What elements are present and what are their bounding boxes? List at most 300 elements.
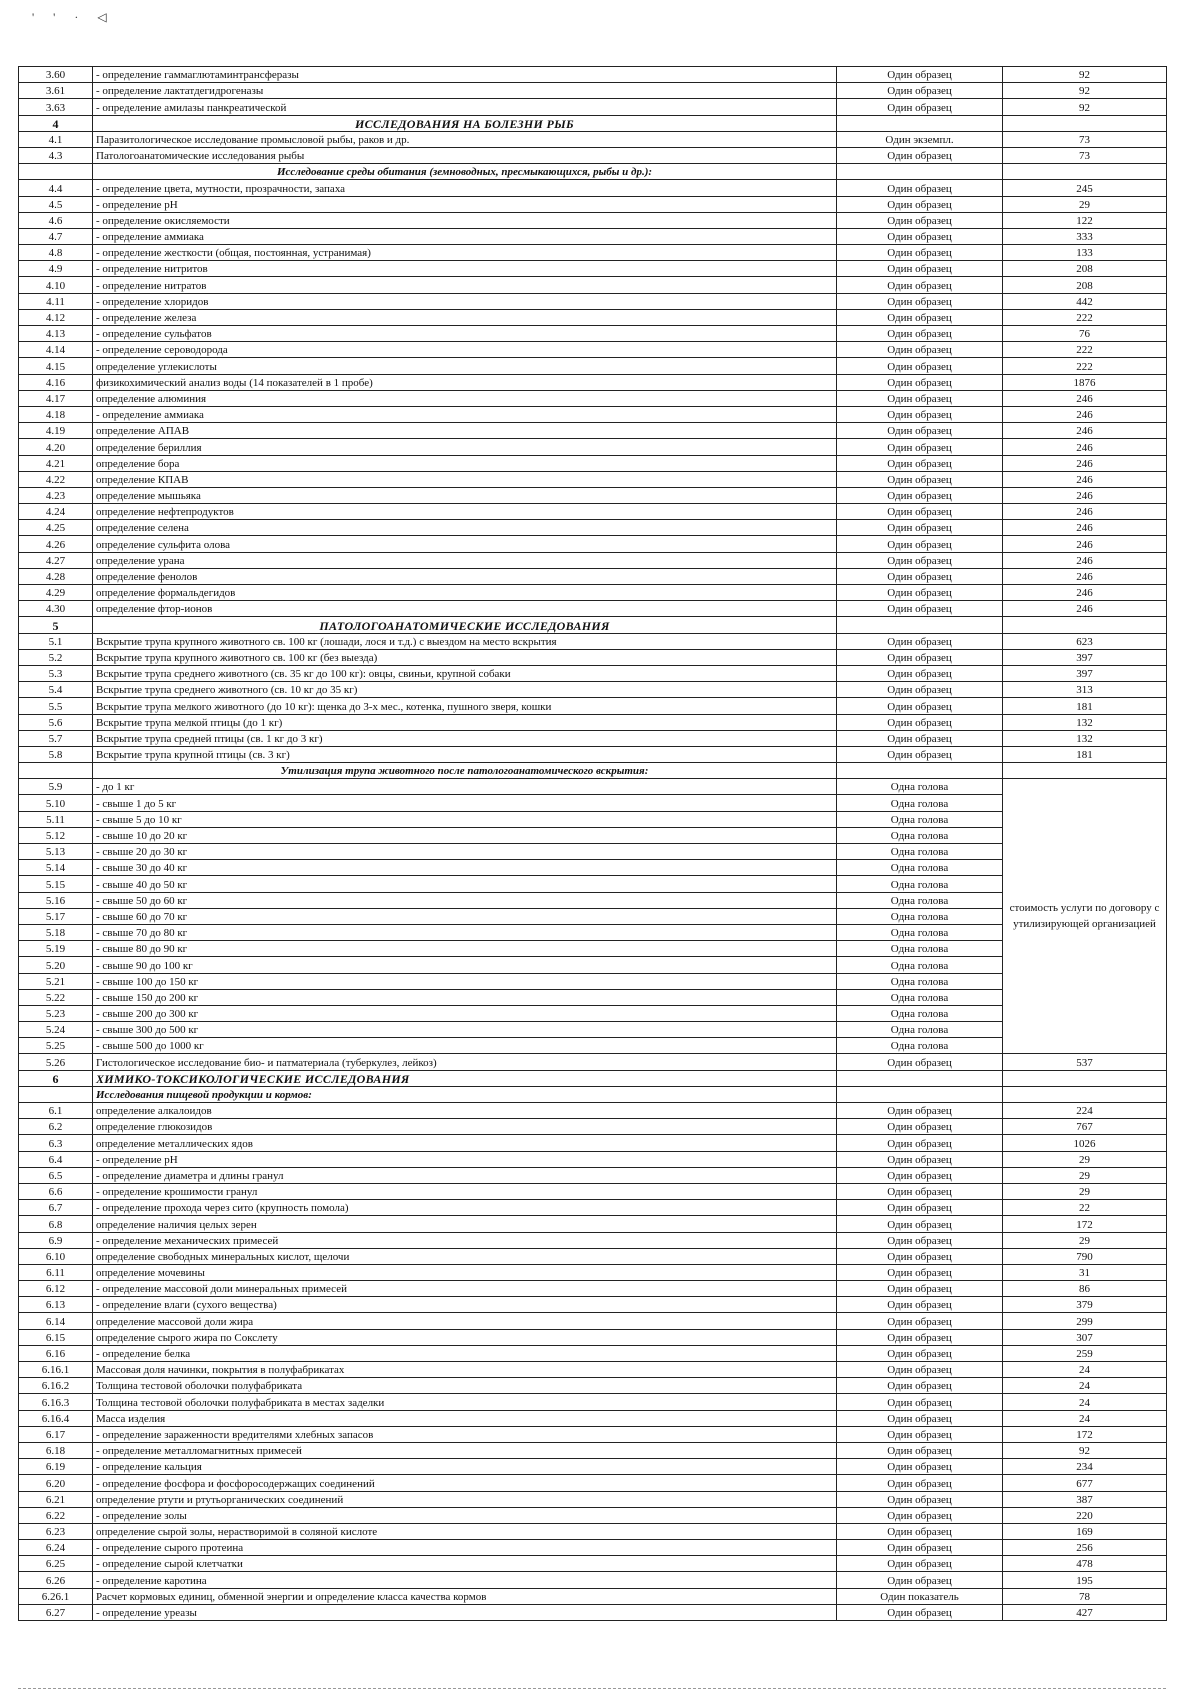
item-unit: Один образец (837, 1297, 1003, 1313)
item-name: Гистологическое исследование био- и патматериала (туберкулез, лейкоз) (93, 1054, 837, 1070)
item-number: 6.16 (19, 1345, 93, 1361)
item-unit: Один образец (837, 261, 1003, 277)
item-name: - определение аммиака (93, 228, 837, 244)
item-number: 5.24 (19, 1022, 93, 1038)
price-list-sheet (18, 66, 1166, 1621)
item-price: 246 (1003, 406, 1167, 422)
item-name: - определение нитритов (93, 261, 837, 277)
table-row (19, 1005, 1167, 1021)
item-number: 5.21 (19, 973, 93, 989)
item-price: 259 (1003, 1345, 1167, 1361)
item-number: 5.12 (19, 827, 93, 843)
item-name: - определение pH (93, 196, 837, 212)
item-unit: Один образец (837, 1119, 1003, 1135)
item-number: 4.30 (19, 601, 93, 617)
table-row (19, 390, 1167, 406)
item-price: 246 (1003, 552, 1167, 568)
item-name: - свыше 150 до 200 кг (93, 989, 837, 1005)
item-number: 6.11 (19, 1264, 93, 1280)
item-price: 246 (1003, 471, 1167, 487)
item-unit: Один образец (837, 1183, 1003, 1199)
item-number: 4.24 (19, 504, 93, 520)
subheading-text: Утилизация трупа животного после патологоанатомического вскрытия: (93, 763, 837, 779)
item-unit: Один образец (837, 633, 1003, 649)
item-number: 6.27 (19, 1604, 93, 1620)
item-name: Вскрытие трупа крупного животного св. 100 кг (лошади, лося и т.д.) с выездом на место вскрытия (93, 633, 837, 649)
item-name: Толщина тестовой оболочки полуфабриката (93, 1378, 837, 1394)
item-name: определение наличия целых зерен (93, 1216, 837, 1232)
item-unit: Один образец (837, 1281, 1003, 1297)
item-name: определение АПАВ (93, 423, 837, 439)
table-row (19, 536, 1167, 552)
table-row (19, 1183, 1167, 1199)
item-name: Вскрытие трупа крупного животного св. 100 кг (без выезда) (93, 649, 837, 665)
table-row (19, 67, 1167, 83)
item-price: 92 (1003, 99, 1167, 115)
item-unit: Один образец (837, 730, 1003, 746)
item-number: 4.21 (19, 455, 93, 471)
item-price: 397 (1003, 649, 1167, 665)
item-name: - определение аммиака (93, 406, 837, 422)
item-price: 29 (1003, 196, 1167, 212)
table-row (19, 811, 1167, 827)
item-number: 5.13 (19, 844, 93, 860)
item-price: 387 (1003, 1491, 1167, 1507)
table-row (19, 924, 1167, 940)
item-name: - свыше 300 до 500 кг (93, 1022, 837, 1038)
item-number: 5.5 (19, 698, 93, 714)
item-number: 6.9 (19, 1232, 93, 1248)
item-unit: Одна голова (837, 827, 1003, 843)
table-row (19, 131, 1167, 147)
item-number: 5.17 (19, 908, 93, 924)
item-name: Паразитологическое исследование промысловой рыбы, раков и др. (93, 131, 837, 147)
table-row (19, 1135, 1167, 1151)
item-number: 4.19 (19, 423, 93, 439)
item-unit: Одна голова (837, 973, 1003, 989)
table-row (19, 698, 1167, 714)
item-number: 6.14 (19, 1313, 93, 1329)
item-unit: Одна голова (837, 860, 1003, 876)
table-row (19, 180, 1167, 196)
item-price: 256 (1003, 1540, 1167, 1556)
item-number: 6.7 (19, 1200, 93, 1216)
table-row (19, 1394, 1167, 1410)
subheading-text: Исследование среды обитания (земноводных, пресмыкающихся, рыбы и др.): (93, 164, 837, 180)
item-number: 4.12 (19, 309, 93, 325)
item-number: 5.6 (19, 714, 93, 730)
item-price: 132 (1003, 730, 1167, 746)
item-price: 24 (1003, 1362, 1167, 1378)
item-number: 6.6 (19, 1183, 93, 1199)
item-unit: Одна голова (837, 779, 1003, 795)
item-price: 246 (1003, 487, 1167, 503)
item-number: 6.10 (19, 1248, 93, 1264)
item-number: 4.28 (19, 568, 93, 584)
item-number: 5.7 (19, 730, 93, 746)
item-price: 222 (1003, 342, 1167, 358)
item-number: 5.18 (19, 924, 93, 940)
item-unit: Одна голова (837, 1038, 1003, 1054)
item-number: 5.9 (19, 779, 93, 795)
item-unit: Одна голова (837, 908, 1003, 924)
item-price: 122 (1003, 212, 1167, 228)
item-number: 6.4 (19, 1151, 93, 1167)
table-row (19, 1038, 1167, 1054)
item-name: - определение хлоридов (93, 293, 837, 309)
item-name: определение формальдегидов (93, 585, 837, 601)
item-unit: Один образец (837, 665, 1003, 681)
item-number: 4.17 (19, 390, 93, 406)
item-number: 5.16 (19, 892, 93, 908)
item-price: 86 (1003, 1281, 1167, 1297)
page-bottom-rule (18, 1688, 1166, 1689)
item-name: - свыше 60 до 70 кг (93, 908, 837, 924)
item-number: 6.18 (19, 1442, 93, 1458)
item-unit: Один образец (837, 326, 1003, 342)
item-price: 78 (1003, 1588, 1167, 1604)
section-heading-row (19, 115, 1167, 131)
item-name: определение урана (93, 552, 837, 568)
item-name: - определение уреазы (93, 1604, 837, 1620)
item-name: Патологоанатомические исследования рыбы (93, 147, 837, 163)
item-name: - определение фосфора и фосфоросодержащих соединений (93, 1475, 837, 1491)
table-row (19, 1151, 1167, 1167)
item-price: 24 (1003, 1394, 1167, 1410)
item-unit: Один образец (837, 504, 1003, 520)
item-number: 6.16.3 (19, 1394, 93, 1410)
item-name: - свыше 10 до 20 кг (93, 827, 837, 843)
item-name: определение свободных минеральных кислот, щелочи (93, 1248, 837, 1264)
item-unit: Одна голова (837, 1022, 1003, 1038)
item-price: 246 (1003, 601, 1167, 617)
item-unit: Один образец (837, 585, 1003, 601)
table-row (19, 876, 1167, 892)
item-unit: Один образец (837, 552, 1003, 568)
item-unit: Один образец (837, 714, 1003, 730)
item-name: определение металлических ядов (93, 1135, 837, 1151)
section-heading-row (19, 1070, 1167, 1086)
item-name: определение ртути и ртутьорганических соединений (93, 1491, 837, 1507)
item-number: 6.16.2 (19, 1378, 93, 1394)
item-number: 4.18 (19, 406, 93, 422)
table-row (19, 585, 1167, 601)
table-row (19, 860, 1167, 876)
item-unit: Одна голова (837, 811, 1003, 827)
item-unit: Один образец (837, 358, 1003, 374)
item-unit: Один образец (837, 1442, 1003, 1458)
item-name: определение сырой золы, нерастворимой в соляной кислоте (93, 1523, 837, 1539)
item-price: 172 (1003, 1426, 1167, 1442)
item-unit: Один образец (837, 1410, 1003, 1426)
subheading-habitat (19, 164, 1167, 180)
item-price: 169 (1003, 1523, 1167, 1539)
item-unit: Один образец (837, 746, 1003, 762)
item-number: 4.1 (19, 131, 93, 147)
table-row (19, 649, 1167, 665)
table-row (19, 665, 1167, 681)
section-title: ИССЛЕДОВАНИЯ НА БОЛЕЗНИ РЫБ (93, 115, 837, 131)
table-row (19, 1588, 1167, 1604)
item-price: 1026 (1003, 1135, 1167, 1151)
item-price: 73 (1003, 147, 1167, 163)
table-row (19, 1200, 1167, 1216)
table-row (19, 1540, 1167, 1556)
item-name: определение углекислоты (93, 358, 837, 374)
table-row (19, 293, 1167, 309)
item-number: 4.27 (19, 552, 93, 568)
item-name: - свыше 80 до 90 кг (93, 941, 837, 957)
table-row (19, 455, 1167, 471)
item-number: 5.14 (19, 860, 93, 876)
item-unit: Один образец (837, 228, 1003, 244)
item-price: 246 (1003, 504, 1167, 520)
item-number: 3.63 (19, 99, 93, 115)
item-number: 4.22 (19, 471, 93, 487)
item-number: 4.29 (19, 585, 93, 601)
item-unit: Один образец (837, 1329, 1003, 1345)
subheading-row (19, 1086, 1167, 1102)
item-number: 6.16.4 (19, 1410, 93, 1426)
item-name: - определение гаммаглютаминтрансферазы (93, 67, 837, 83)
item-price: 246 (1003, 585, 1167, 601)
item-number: 4.20 (19, 439, 93, 455)
item-unit: Один образец (837, 1378, 1003, 1394)
table-row (19, 1491, 1167, 1507)
item-unit: Один образец (837, 342, 1003, 358)
table-row (19, 1410, 1167, 1426)
item-name: Вскрытие трупа среднего животного (св. 35 кг до 100 кг): овцы, свиньи, крупной собаки (93, 665, 837, 681)
item-unit: Одна голова (837, 892, 1003, 908)
table-row (19, 309, 1167, 325)
item-number: 6.2 (19, 1119, 93, 1135)
item-name: определение мышьяка (93, 487, 837, 503)
item-number: 5.3 (19, 665, 93, 681)
item-unit: Один образец (837, 1604, 1003, 1620)
table-row (19, 601, 1167, 617)
item-unit: Одна голова (837, 844, 1003, 860)
item-name: - определение золы (93, 1507, 837, 1523)
table-row (19, 487, 1167, 503)
item-name: - определение жесткости (общая, постоянная, устранимая) (93, 245, 837, 261)
item-number: 4.5 (19, 196, 93, 212)
item-unit: Один образец (837, 1459, 1003, 1475)
table-row (19, 1329, 1167, 1345)
item-number: 4.4 (19, 180, 93, 196)
item-name: определение алюминия (93, 390, 837, 406)
table-row (19, 1572, 1167, 1588)
item-name: определение алкалоидов (93, 1103, 837, 1119)
item-price: 22 (1003, 1200, 1167, 1216)
table-row (19, 908, 1167, 924)
item-unit: Одна голова (837, 924, 1003, 940)
section-6-header (19, 1070, 1167, 1102)
item-unit: Один образец (837, 1313, 1003, 1329)
item-unit: Один образец (837, 536, 1003, 552)
item-name: определение сырого жира по Сокслету (93, 1329, 837, 1345)
item-name: - определение кальция (93, 1459, 837, 1475)
item-name: Вскрытие трупа мелкого животного (до 10 кг): щенка до 3-х мес., котенка, пушного зверя, кошки (93, 698, 837, 714)
item-name: - свыше 50 до 60 кг (93, 892, 837, 908)
item-unit: Один образец (837, 1523, 1003, 1539)
item-unit: Один образец (837, 698, 1003, 714)
item-unit: Один экземпл. (837, 131, 1003, 147)
table-row (19, 746, 1167, 762)
table-row (19, 1297, 1167, 1313)
table-row (19, 1119, 1167, 1135)
table-row (19, 1054, 1167, 1070)
item-price: 246 (1003, 520, 1167, 536)
price-list-table (18, 66, 1167, 1621)
item-unit: Одна голова (837, 795, 1003, 811)
table-row (19, 714, 1167, 730)
item-number: 4.9 (19, 261, 93, 277)
item-price: 333 (1003, 228, 1167, 244)
item-name: - определение железа (93, 309, 837, 325)
table-row (19, 1313, 1167, 1329)
item-name: - свыше 500 до 1000 кг (93, 1038, 837, 1054)
subheading-row (19, 164, 1167, 180)
item-unit: Одна голова (837, 989, 1003, 1005)
item-name: - определение зараженности вредителями хлебных запасов (93, 1426, 837, 1442)
item-unit: Один образец (837, 1556, 1003, 1572)
row-histology (19, 1054, 1167, 1070)
item-price: 379 (1003, 1297, 1167, 1313)
item-unit: Один образец (837, 423, 1003, 439)
item-number: 5.25 (19, 1038, 93, 1054)
item-name: - определение влаги (сухого вещества) (93, 1297, 837, 1313)
item-price: 767 (1003, 1119, 1167, 1135)
item-price: 427 (1003, 1604, 1167, 1620)
item-unit: Один образец (837, 1248, 1003, 1264)
item-price: 442 (1003, 293, 1167, 309)
item-price: 220 (1003, 1507, 1167, 1523)
item-number: 4.8 (19, 245, 93, 261)
item-price: 24 (1003, 1378, 1167, 1394)
item-number: 5.8 (19, 746, 93, 762)
item-name: - определение металломагнитных примесей (93, 1442, 837, 1458)
item-name: - определение сырой клетчатки (93, 1556, 837, 1572)
item-unit: Один образец (837, 293, 1003, 309)
table-row (19, 568, 1167, 584)
item-number: 5.1 (19, 633, 93, 649)
item-price: 29 (1003, 1183, 1167, 1199)
item-name: определение фтор-ионов (93, 601, 837, 617)
item-price: 245 (1003, 180, 1167, 196)
table-row (19, 147, 1167, 163)
item-number: 5.15 (19, 876, 93, 892)
table-row (19, 957, 1167, 973)
item-unit: Один образец (837, 1167, 1003, 1183)
item-price: 92 (1003, 67, 1167, 83)
item-name: - определение прохода через сито (крупность помола) (93, 1200, 837, 1216)
table-row (19, 1426, 1167, 1442)
item-name: - определение диаметра и длины гранул (93, 1167, 837, 1183)
item-price: 246 (1003, 390, 1167, 406)
table-row (19, 1216, 1167, 1232)
item-name: - определение цвета, мутности, прозрачности, запаха (93, 180, 837, 196)
item-unit: Один образец (837, 1491, 1003, 1507)
item-name: - свыше 100 до 150 кг (93, 973, 837, 989)
rows-chemical-toxicology (19, 1103, 1167, 1621)
item-name: - определение сырого протеина (93, 1540, 837, 1556)
page-corner-marks: ' ' · ◁ (32, 10, 115, 24)
table-row (19, 552, 1167, 568)
item-number: 6.5 (19, 1167, 93, 1183)
item-number: 6.22 (19, 1507, 93, 1523)
table-row (19, 941, 1167, 957)
item-number: 5.20 (19, 957, 93, 973)
item-name: Вскрытие трупа среднего животного (св. 10 кг до 35 кг) (93, 682, 837, 698)
item-unit: Один образец (837, 1103, 1003, 1119)
item-number: 6.13 (19, 1297, 93, 1313)
item-price: 790 (1003, 1248, 1167, 1264)
item-unit: Один образец (837, 277, 1003, 293)
table-row (19, 730, 1167, 746)
item-name: - свыше 1 до 5 кг (93, 795, 837, 811)
item-number: 5.26 (19, 1054, 93, 1070)
table-row (19, 989, 1167, 1005)
item-price: 313 (1003, 682, 1167, 698)
table-row (19, 1604, 1167, 1620)
item-unit: Один образец (837, 487, 1003, 503)
item-name: Расчет кормовых единиц, обменной энергии и определение класса качества кормов (93, 1588, 837, 1604)
item-price: 92 (1003, 1442, 1167, 1458)
item-name: - свыше 5 до 10 кг (93, 811, 837, 827)
item-unit: Одна голова (837, 1005, 1003, 1021)
item-unit: Один показатель (837, 1588, 1003, 1604)
item-unit: Один образец (837, 99, 1003, 115)
section-number: 5 (19, 617, 93, 633)
item-number: 6.3 (19, 1135, 93, 1151)
table-row (19, 261, 1167, 277)
item-unit: Один образец (837, 455, 1003, 471)
item-price: 24 (1003, 1410, 1167, 1426)
item-unit: Один образец (837, 1151, 1003, 1167)
item-price: 307 (1003, 1329, 1167, 1345)
section-4-header (19, 115, 1167, 131)
table-row (19, 1248, 1167, 1264)
table-row (19, 1523, 1167, 1539)
section-title: ПАТОЛОГОАНАТОМИЧЕСКИЕ ИССЛЕДОВАНИЯ (93, 617, 837, 633)
table-row (19, 212, 1167, 228)
item-unit: Один образец (837, 601, 1003, 617)
table-row (19, 358, 1167, 374)
item-price: 234 (1003, 1459, 1167, 1475)
table-row (19, 844, 1167, 860)
table-row (19, 374, 1167, 390)
rows-section-3 (19, 67, 1167, 116)
item-name: определение КПАВ (93, 471, 837, 487)
item-number: 6.20 (19, 1475, 93, 1491)
item-number: 6.19 (19, 1459, 93, 1475)
table-row (19, 245, 1167, 261)
item-name: определение бериллия (93, 439, 837, 455)
item-unit: Один образец (837, 1426, 1003, 1442)
item-number: 4.16 (19, 374, 93, 390)
item-unit: Один образец (837, 568, 1003, 584)
item-unit: Один образец (837, 1362, 1003, 1378)
item-unit: Одна голова (837, 957, 1003, 973)
item-name: - определение амилазы панкреатической (93, 99, 837, 115)
item-name: определение фенолов (93, 568, 837, 584)
item-unit: Один образец (837, 1507, 1003, 1523)
table-row (19, 1103, 1167, 1119)
item-price: 246 (1003, 536, 1167, 552)
item-name: Вскрытие трупа мелкой птицы (до 1 кг) (93, 714, 837, 730)
item-number: 6.26.1 (19, 1588, 93, 1604)
rows-fish-research (19, 131, 1167, 163)
